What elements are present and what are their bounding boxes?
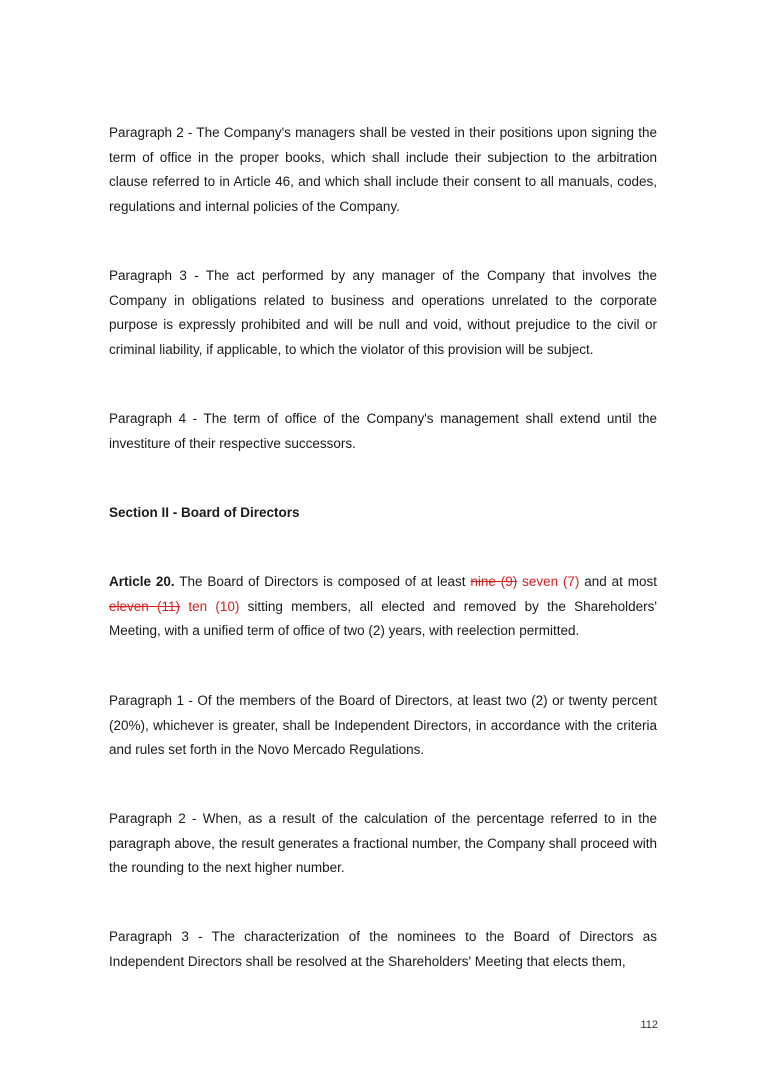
- paragraph-2-managers-vesting: Paragraph 2 - The Company's managers shall be vested in their positions upon signing the term of office in the proper books, which shall include their subjection to the arbitration clause referred to in Article 46, and which shall include their consent to all manuals, codes, regulations and internal policies of the Company.: [109, 125, 657, 214]
- deleted-min-members: nine (9): [470, 574, 518, 589]
- inserted-max-members: ten (10): [180, 598, 240, 614]
- deleted-max-members: eleven (11): [109, 598, 181, 614]
- article-20-paragraph-2: Paragraph 2 - When, as a result of the calculation of the percentage referred to in the paragraph above, the result generates a fractional number, the Company shall proceed with the rounding to the next higher number.: [109, 811, 657, 875]
- page-number: 112: [640, 1019, 658, 1031]
- article-20-paragraph-3: Paragraph 3 - The characterization of the nominees to the Board of Directors as Independent Directors shall be resolved at the Shareholders' Meeting that elects them,: [109, 929, 657, 969]
- paragraph-1-text: Of the members of the Board of Directors, at least two (2) or twenty percent (20%), whichever is greater, shall be Independent Directors, in accordance with the criteria and rules set forth in the Novo Mercado Regulations.: [109, 693, 658, 757]
- article-20-text-b: and at most: [579, 574, 657, 589]
- article-20-paragraph: [109, 570, 657, 644]
- paragraph-3-prohibited-acts: Paragraph 3 - The act performed by any manager of the Company that involves the Company in obligations related to business and operations unrelated to the corporate purpose is expressly prohibited and will be null and void, without prejudice to the civil or criminal liability, if applicable, to which the violator of this provision will be subject.: [109, 268, 657, 357]
- article-20-paragraph-1: [109, 689, 657, 763]
- article-20-label: Article 20.: [109, 574, 175, 589]
- inserted-min-members: seven (7): [517, 574, 580, 589]
- article-20-text-c: sitting members, all elected and removed by the Shareholders' Meeting, with a unified term of office of two (2) years, with reelection permitted.: [109, 598, 658, 638]
- paragraph-4-term-of-office: Paragraph 4 - The term of office of the Company's management shall extend until the investiture of their respective successors.: [109, 411, 657, 451]
- paragraph-1-label: Paragraph 1 -: [109, 693, 198, 708]
- article-20-text-a: The Board of Directors is composed of at least: [174, 574, 471, 589]
- section-heading: Section II - Board of Directors: [109, 505, 300, 520]
